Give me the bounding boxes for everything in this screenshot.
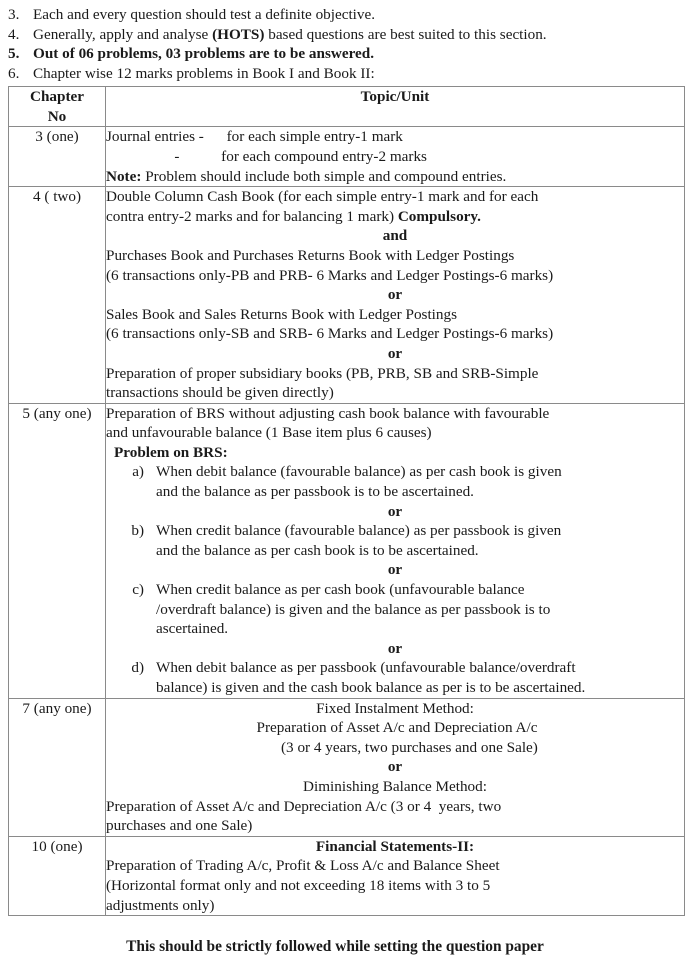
cell-topic-unit bbox=[106, 836, 685, 915]
topic-line: adjustments only) bbox=[106, 896, 215, 914]
header-chapter-line2: No bbox=[47, 107, 67, 125]
table-row bbox=[9, 698, 685, 836]
cell-chapter-no: 5 (any one) bbox=[9, 403, 106, 698]
list-item-letter: d) bbox=[131, 659, 144, 677]
list-item-line: ascertained. bbox=[156, 620, 229, 638]
list-item-line: When debit balance as per passbook (unfavourable balance/overdraft bbox=[156, 659, 576, 677]
topic-separator-or: or bbox=[387, 502, 403, 520]
cell-chapter-no: 7 (any one) bbox=[9, 698, 106, 836]
list-item-number: 6. bbox=[8, 64, 20, 82]
cell-topic-unit bbox=[106, 403, 685, 698]
topic-subheading: Problem on BRS: bbox=[114, 443, 228, 461]
topic-line: Journal entries - for each simple entry-1 mark bbox=[106, 128, 403, 146]
topic-line: Preparation of proper subsidiary books (PB, PRB, SB and SRB-Simple bbox=[106, 364, 539, 382]
table-header-row bbox=[9, 87, 685, 127]
cell-chapter-no: 3 (one) bbox=[9, 127, 106, 187]
topic-line: Purchases Book and Purchases Returns Book with Ledger Postings bbox=[106, 246, 515, 264]
column-header-chapter-no bbox=[9, 87, 106, 127]
list-item-line: /overdraft balance) is given and the balance as per passbook is to bbox=[156, 600, 551, 618]
topic-separator-or: or bbox=[387, 561, 403, 579]
topic-line: Preparation of Trading A/c, Profit & Loss A/c and Balance Sheet bbox=[106, 857, 500, 875]
note-label: Note: bbox=[106, 167, 142, 185]
list-item-number: 3. bbox=[8, 6, 20, 23]
topic-line: (Horizontal format only and not exceeding 18 items with 3 to 5 bbox=[106, 876, 491, 894]
cell-chapter-no: 4 ( two) bbox=[9, 187, 106, 404]
brs-case-list bbox=[106, 658, 684, 697]
list-item bbox=[120, 521, 684, 560]
list-item-letter: b) bbox=[131, 522, 144, 540]
topic-line: Sales Book and Sales Returns Book with Ledger Postings bbox=[106, 305, 457, 323]
list-item-line: and the balance as per passbook is to be ascertained. bbox=[156, 483, 474, 501]
topic-line: - for each compound entry-2 marks bbox=[106, 147, 427, 165]
cell-topic-unit bbox=[106, 698, 685, 836]
topic-line: (3 or 4 years, two purchases and one Sale) bbox=[281, 738, 538, 756]
header-chapter-line1: Chapter bbox=[30, 88, 84, 106]
topic-line: Preparation of Asset A/c and Depreciation A/c (3 or 4 years, two bbox=[106, 797, 502, 815]
list-item bbox=[120, 658, 684, 697]
topic-line-note: Note: Problem should include both simple and compound entries. bbox=[106, 167, 507, 185]
cell-topic-unit bbox=[106, 127, 685, 187]
list-item bbox=[120, 580, 684, 639]
list-item-line: and the balance as per cash book is to be ascertained. bbox=[156, 541, 479, 559]
list-item-line: balance) is given and the cash book balance as per is to be ascertained. bbox=[156, 679, 586, 696]
list-item-line: When debit balance (favourable balance) as per cash book is given bbox=[156, 463, 562, 481]
list-item-number: 4. bbox=[8, 25, 20, 43]
list-item-text: Each and every question should test a definite objective. bbox=[33, 6, 376, 23]
cell-chapter-no: 10 (one) bbox=[9, 836, 106, 915]
topic-separator-and: and bbox=[382, 227, 408, 245]
topic-separator-or: or bbox=[387, 344, 403, 362]
list-item-text: Chapter wise 12 marks problems in Book I and Book II: bbox=[33, 64, 375, 82]
topic-line: Preparation of Asset A/c and Depreciation A/c bbox=[256, 719, 538, 737]
topic-line: contra entry-2 marks and for balancing 1 mark) Compulsory. bbox=[106, 207, 481, 225]
topic-method-heading: Diminishing Balance Method: bbox=[303, 777, 487, 795]
brs-case-list bbox=[106, 462, 684, 501]
list-item bbox=[8, 44, 700, 64]
table-row bbox=[9, 836, 685, 915]
list-item-text: Generally, apply and analyse (HOTS) based questions are best suited to this section. bbox=[33, 25, 547, 43]
list-item-line: When credit balance as per cash book (unfavourable balance bbox=[156, 581, 525, 599]
list-item-letter: c) bbox=[132, 581, 144, 599]
topic-line: and unfavourable balance (1 Base item plus 6 causes) bbox=[106, 424, 432, 442]
topic-line: (6 transactions only-SB and SRB- 6 Marks and Ledger Postings-6 marks) bbox=[106, 325, 554, 343]
topic-line: purchases and one Sale) bbox=[106, 817, 253, 835]
table-row bbox=[9, 403, 685, 698]
topic-separator-or: or bbox=[387, 286, 403, 304]
list-item bbox=[8, 25, 700, 45]
topic-method-heading: Fixed Instalment Method: bbox=[316, 699, 474, 717]
brs-case-list bbox=[106, 521, 684, 560]
instructions-list bbox=[0, 0, 700, 83]
hots-emphasis: (HOTS) bbox=[212, 25, 265, 43]
topic-line: (6 transactions only-PB and PRB- 6 Marks and Ledger Postings-6 marks) bbox=[106, 266, 554, 284]
topic-separator-or: or bbox=[387, 758, 403, 776]
cell-topic-unit bbox=[106, 187, 685, 404]
brs-case-list bbox=[106, 580, 684, 639]
topic-line: Preparation of BRS without adjusting cash book balance with favourable bbox=[106, 404, 550, 422]
table-row bbox=[9, 127, 685, 187]
topic-line: transactions should be given directly) bbox=[106, 384, 334, 402]
list-item-number: 5. bbox=[8, 45, 20, 63]
list-item-text: Out of 06 problems, 03 problems are to be answered. bbox=[33, 45, 375, 63]
chapter-topic-table bbox=[8, 86, 685, 916]
topic-separator-or: or bbox=[387, 639, 403, 657]
list-item bbox=[8, 5, 700, 25]
table-row bbox=[9, 187, 685, 404]
column-header-topic-unit: Topic/Unit bbox=[106, 87, 685, 127]
topic-heading-financial-statements: Financial Statements-II: bbox=[315, 837, 475, 855]
list-item-letter: a) bbox=[132, 463, 144, 481]
topic-line: Double Column Cash Book (for each simple entry-1 mark and for each bbox=[106, 188, 539, 206]
list-item-line: When credit balance (favourable balance) as per passbook is given bbox=[156, 522, 562, 540]
list-item bbox=[8, 64, 700, 84]
compulsory-emphasis: Compulsory. bbox=[397, 207, 481, 225]
footer-note: This should be strictly followed while setting the question paper bbox=[126, 938, 544, 956]
list-item bbox=[120, 462, 684, 501]
